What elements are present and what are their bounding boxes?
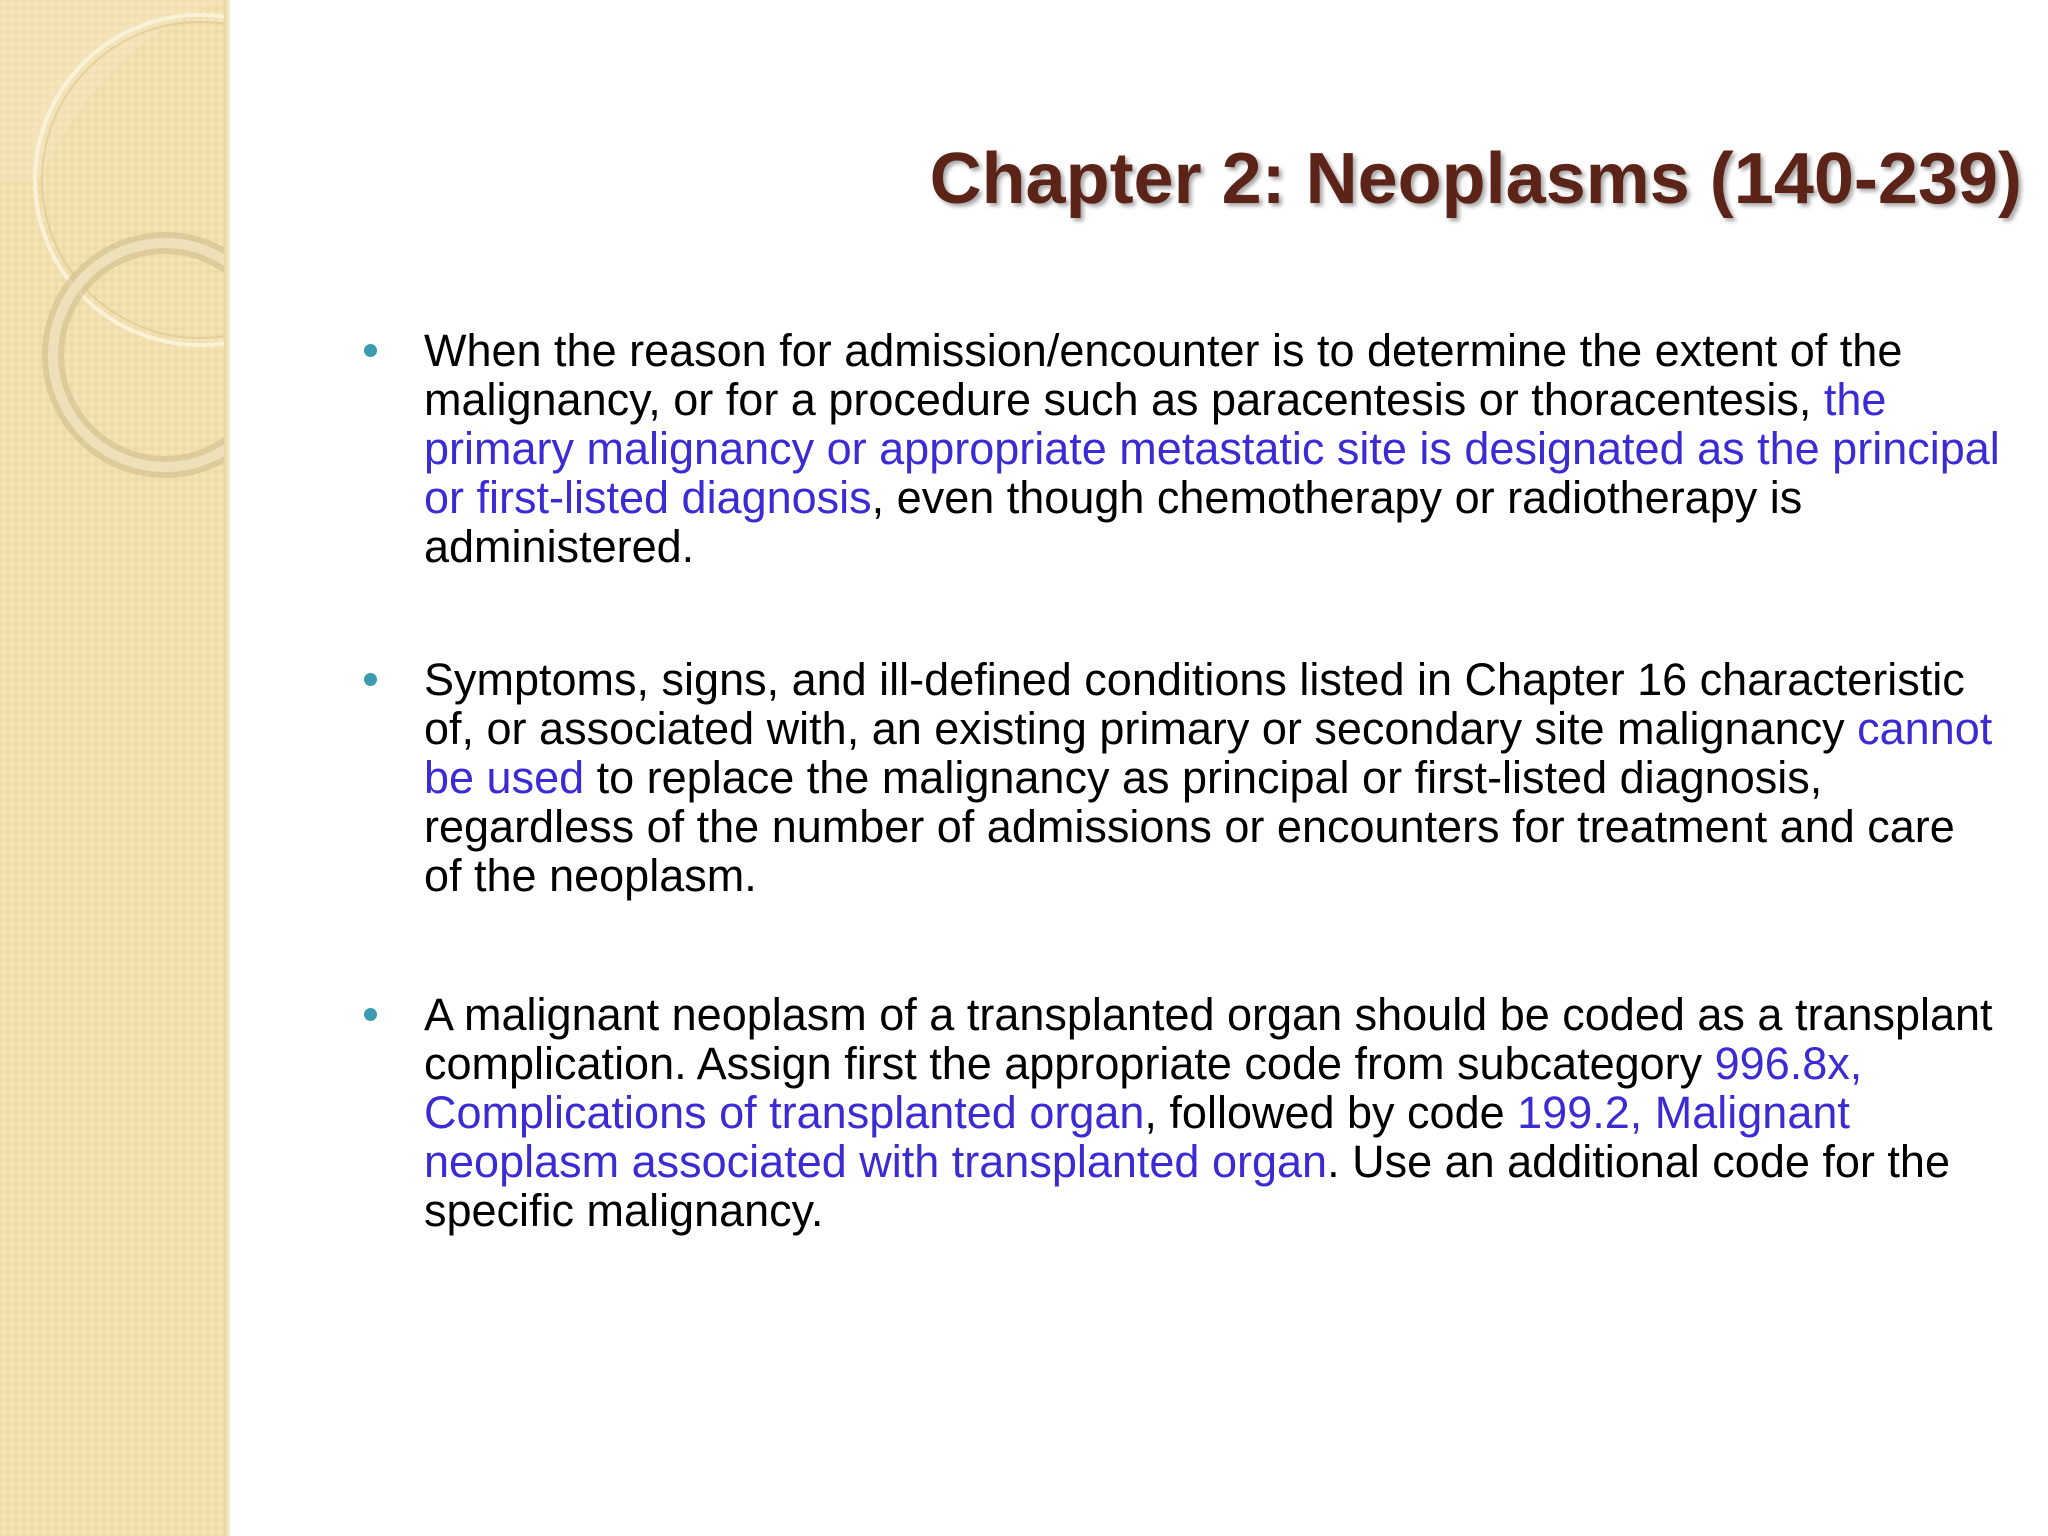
bullet-list — [362, 326, 2002, 1235]
bullet-dot — [364, 344, 377, 357]
bullet-3-highlight-code-199: 199.2, Malignant neoplasm associated with transplanted organ — [424, 1087, 1850, 1187]
bullet-1-highlight: the primary malignancy or appropriate metastatic site is designated as the principal or first-listed diagnosis — [424, 374, 2000, 523]
bullet-3-text: A malignant neoplasm of a transplanted organ should be coded as a transplant complication. Assign first the appropriate code from subcategory — [424, 989, 1993, 1089]
bullet-3-highlight-code-996: 996.8x, Complications of transplanted organ — [424, 1038, 1863, 1138]
side-band-edge — [224, 0, 230, 1536]
bullet-item-3 — [362, 990, 2002, 1235]
bullet-3-text-mid: , followed by code — [1144, 1087, 1518, 1138]
bullet-dot — [364, 673, 377, 686]
bullet-1-text: When the reason for admission/encounter is to determine the extent of the malignancy, or for a procedure such as paracentesis or thoracentesis, — [424, 325, 1903, 425]
bullet-1-text-end: , even though chemotherapy or radiotherapy is administered. — [424, 472, 1803, 572]
decorative-circles-graphic — [0, 0, 228, 1536]
bullet-dot — [364, 1008, 377, 1021]
decorative-side-band — [0, 0, 228, 1536]
bullet-3-text-end: . Use an additional code for the specific malignancy. — [424, 1136, 1950, 1236]
slide-title: Chapter 2: Neoplasms (140-239) — [929, 139, 2022, 219]
bullet-2-highlight: cannot be used — [424, 703, 1993, 803]
bullet-item-2 — [362, 655, 2002, 900]
bullet-item-1 — [362, 326, 2002, 571]
bullet-2-text: Symptoms, signs, and ill-defined conditions listed in Chapter 16 characteristic of, or associated with, an existing primary or secondary site malignancy — [424, 654, 1965, 754]
bullet-2-text-end: to replace the malignancy as principal or first-listed diagnosis, regardless of the number of admissions or encounters for treatment and care of the neoplasm. — [424, 752, 1955, 901]
